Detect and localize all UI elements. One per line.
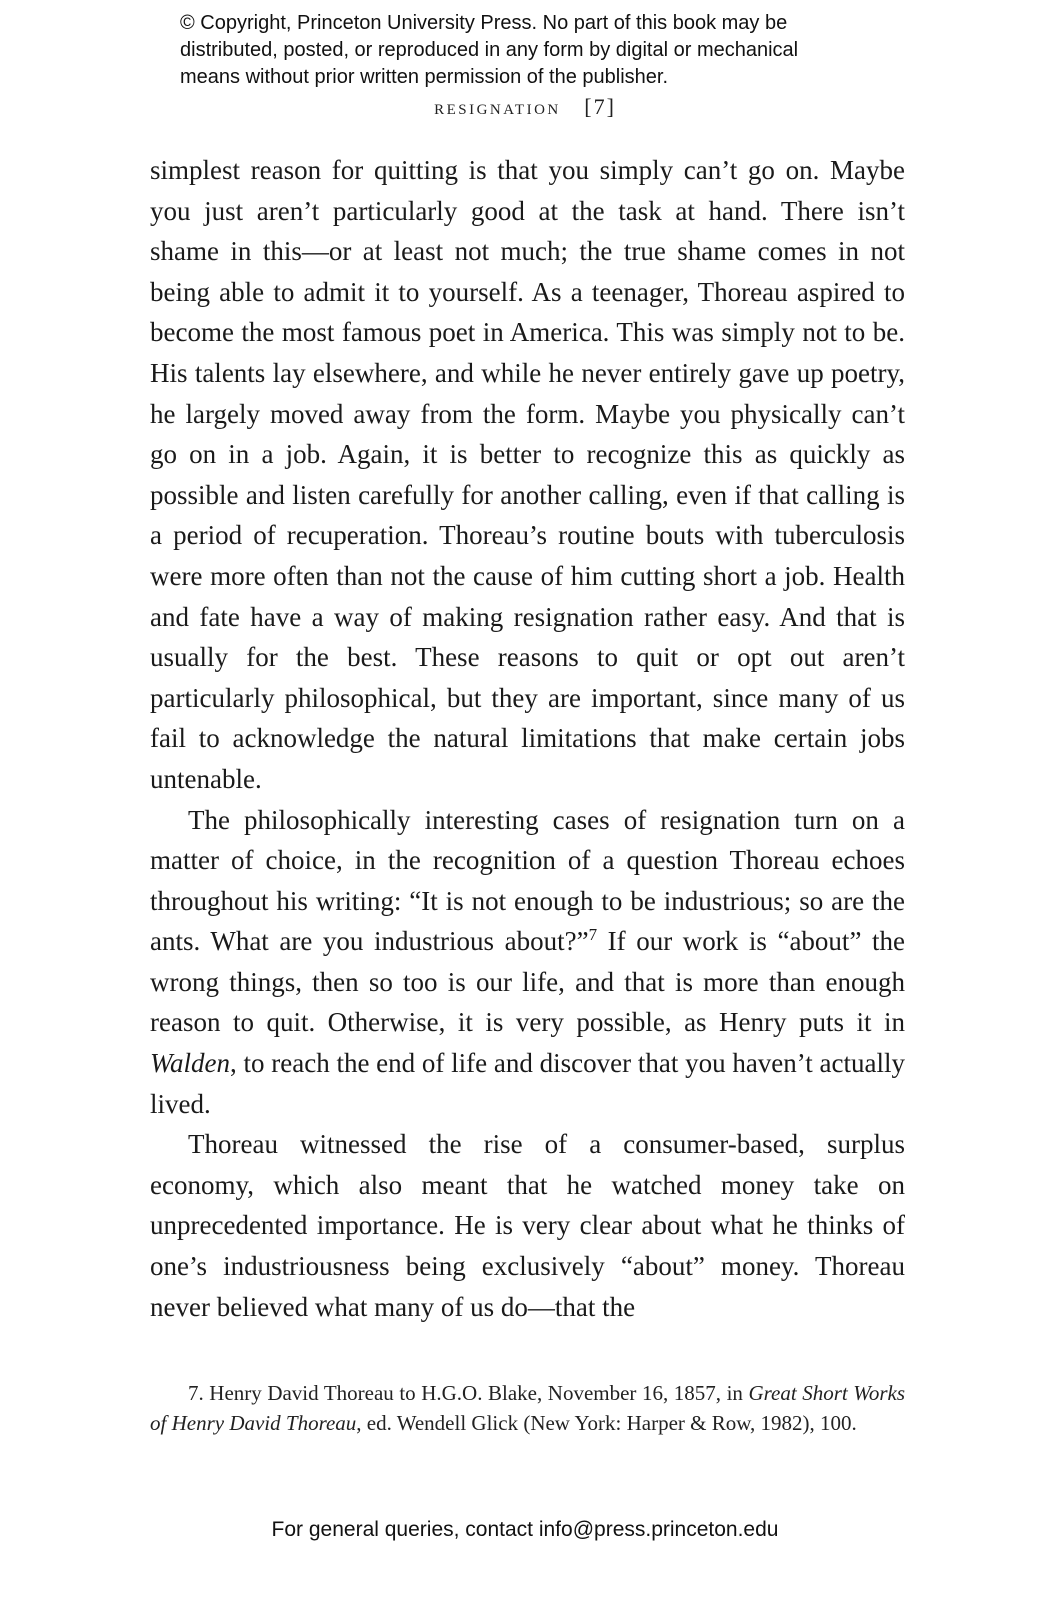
- body-text: [150, 150, 905, 1327]
- paragraph: Thoreau witnessed the rise of a consumer-based, surplus economy, which also meant that he watched money take on unprecedented importance. He is very clear about what he thinks of one’s industriousness being exclusively “about” money. Thoreau never believed what many of us do—that the: [150, 1129, 905, 1322]
- footnotes: [150, 1378, 905, 1438]
- copyright-line: means without prior written permission of the publisher.: [180, 66, 669, 88]
- book-title: Walden: [150, 1048, 230, 1079]
- copyright-line: © Copyright, Princeton University Press. No part of this book may be: [180, 12, 788, 34]
- section-title: resignation: [434, 94, 561, 119]
- footnote-reference[interactable]: 7: [588, 925, 598, 945]
- footnote-text: , ed. Wendell Glick (New York: Harper & Row, 1982), 100.: [356, 1411, 857, 1435]
- page-number: [7]: [584, 94, 616, 119]
- paragraph-text: If our work is “about” the wrong things, then so too is our life, and that is more than enough reason to quit. Otherwise, it is very possible, as Henry puts it in: [150, 926, 905, 1038]
- paragraph-text: , to reach the end of life and discover that you haven’t actually lived.: [150, 1048, 905, 1119]
- footnote-text: Henry David Thoreau to H.G.O. Blake, November 16, 1857, in: [203, 1381, 749, 1405]
- footer-contact: For general queries, contact info@press.princeton.edu: [271, 1518, 779, 1541]
- copyright-line: distributed, posted, or reproduced in any form by digital or mechanical: [180, 39, 799, 61]
- running-head: [150, 94, 900, 120]
- footnote: [150, 1378, 905, 1438]
- copyright-notice: [180, 10, 900, 91]
- footnote-book-title: Great Short Works of Henry David Thoreau: [150, 1381, 906, 1435]
- paragraph: [150, 800, 905, 1125]
- paragraph-text: The philosophically interesting cases of resignation turn on a matter of choice, in the recognition of a question Thoreau echoes throughout his writing: “It is not enough to be industrious; so are the ants. What are you industrious about?”: [150, 804, 905, 957]
- footnote-number: 7.: [188, 1381, 204, 1405]
- paragraph: simplest reason for quitting is that you simply can’t go on. Maybe you just aren’t particularly good at the task at hand. There isn’t shame in this—or at least not much; the true shame comes in not being able to admit it to yourself. As a teenager, Thoreau aspired to become the most famous poet in America. This was simply not to be. His talents lay elsewhere, and while he never entirely gave up poetry, he largely moved away from the form. Maybe you physically can’t go on in a job. Again, it is better to recognize this as quickly as possible and listen carefully for another calling, even if that calling is a period of recuperation. Thoreau’s routine bouts with tuberculosis were more often than not the cause of him cutting short a job. Health and fate have a way of making resignation rather easy. And that is usually for the best. These reasons to quit or opt out aren’t particularly philosophical, but they are important, since many of us fail to acknowledge the natural limitations that make certain jobs untenable.: [150, 155, 905, 794]
